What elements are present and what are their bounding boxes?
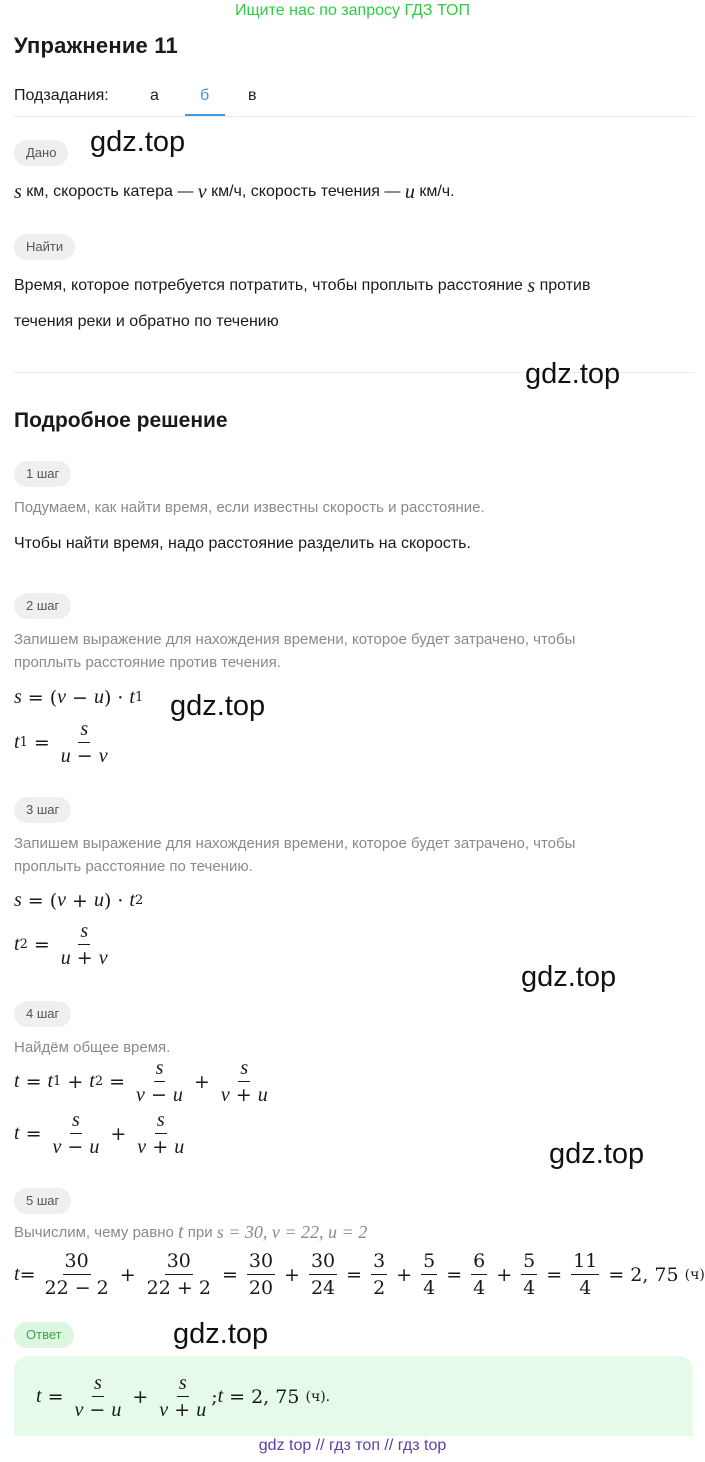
- answer-unit: (ч).: [305, 1388, 331, 1405]
- frac-3-den: 24: [310, 1277, 336, 1299]
- step-4-hint: Найдём общее время.: [14, 1039, 171, 1056]
- watermark-5: gdz.top: [549, 1138, 645, 1170]
- frac-4-den: 2: [373, 1277, 386, 1299]
- frac-7-den: 4: [523, 1277, 536, 1299]
- footer-links[interactable]: gdz top // гдз топ // гдз top: [258, 1437, 447, 1454]
- find-line-1: [14, 268, 590, 304]
- tab-b[interactable]: б: [200, 87, 210, 104]
- watermark-1: gdz.top: [90, 126, 186, 158]
- given-text-part-3: км/ч.: [419, 183, 455, 200]
- frac-1-num: 30: [165, 1250, 193, 1275]
- step-3-formula-2: t 2 = $\frac{s}{u + v}$: [14, 920, 108, 969]
- frac-5-den: 4: [423, 1277, 436, 1299]
- frac-1-den: 22 + 2: [146, 1277, 211, 1299]
- step-2-formula-1: s = ( v − u ) · t 1: [14, 686, 144, 709]
- step-3-formula-1: s = ( v + u ) · t 2: [14, 889, 144, 912]
- var-v: v: [197, 181, 207, 203]
- step-2-formula-2: t 1 = $\frac{s}{u - v}$: [14, 718, 108, 767]
- page-title: Упражнение 11: [14, 33, 178, 58]
- tabs-divider: [14, 116, 694, 117]
- var-u: u: [404, 181, 415, 203]
- watermark-2: gdz.top: [525, 358, 621, 390]
- frac-4-num: 3: [371, 1250, 387, 1275]
- find-pill: Найти: [14, 234, 75, 260]
- step-5-hint-values: s = 30, v = 22, u = 2: [216, 1222, 368, 1242]
- step-4-formula-2: t = $\frac{s}{v - u}$ + $\frac{s}{v + u}$: [14, 1109, 185, 1158]
- answer-formula: t = $\frac{s}{v - u}$ + $\frac{s}{v + u}$ ; t = 2, 75 (ч).: [36, 1372, 331, 1421]
- var-t: t: [178, 1221, 184, 1243]
- subtasks-label: Подзадания:: [14, 87, 109, 104]
- step-5-hint-mid: при: [187, 1224, 213, 1241]
- frac-6-num: 6: [471, 1250, 487, 1275]
- find-line-1-end: против: [539, 277, 591, 294]
- watermark-6: gdz.top: [173, 1318, 269, 1350]
- step-1-text: Чтобы найти время, надо расстояние разделить на скорость.: [14, 535, 471, 552]
- given-text-part-1: км, скорость катера —: [26, 183, 194, 200]
- step-5-result: 2, 75: [630, 1263, 679, 1286]
- given-text: [14, 174, 455, 210]
- frac-5-num: 5: [421, 1250, 437, 1275]
- frac-3-num: 30: [309, 1250, 337, 1275]
- step-5-hint-start: Вычислим, чему равно: [14, 1224, 174, 1241]
- step-5-pill: 5 шаг: [14, 1188, 71, 1214]
- given-pill: Дано: [14, 140, 68, 166]
- step-2-hint-2: проплыть расстояние против течения.: [14, 654, 281, 671]
- step-2-hint-1: Запишем выражение для нахождения времени, которое будет затрачено, чтобы: [14, 631, 576, 648]
- given-text-part-2: км/ч, скорость течения —: [211, 183, 401, 200]
- step-1-pill: 1 шаг: [14, 461, 71, 487]
- step-3-hint-2: проплыть расстояние по течению.: [14, 858, 253, 875]
- tab-v[interactable]: в: [248, 87, 257, 104]
- watermark-4: gdz.top: [521, 961, 617, 993]
- step-4-pill: 4 шаг: [14, 1001, 71, 1027]
- step-5-unit: (ч): [684, 1266, 705, 1283]
- tab-a[interactable]: а: [150, 87, 159, 104]
- var-s: s: [14, 181, 22, 203]
- step-5-hint: [14, 1221, 367, 1244]
- find-line-1-start: Время, которое потребуется потратить, чтобы проплыть расстояние: [14, 277, 523, 294]
- frac-2-den: 20: [248, 1277, 274, 1299]
- frac-0-num: 30: [63, 1250, 91, 1275]
- step-2-pill: 2 шаг: [14, 593, 71, 619]
- answer-pill: Ответ: [14, 1322, 74, 1348]
- answer-value: 2, 75: [251, 1385, 300, 1408]
- solution-title: Подробное решение: [14, 409, 228, 432]
- frac-2-num: 30: [247, 1250, 275, 1275]
- step-5-calculation: t = $\frac{30}{22 - 2}$ + $\frac{30}{22 + 2}$ = $\frac{30}{20}$ + $\frac{30}{24}$ = $\frac{3}{2}$ + $\frac{5}{4}$ = $\frac{6}{4}$ + $\frac{5}{4}$ = $\frac{11}{4}$ = 2, 75 (ч): [14, 1250, 705, 1299]
- frac-0-den: 22 − 2: [44, 1277, 109, 1299]
- frac-8-num: 11: [571, 1250, 599, 1275]
- watermark-3: gdz.top: [170, 690, 266, 722]
- frac-8-den: 4: [579, 1277, 592, 1299]
- frac-7-num: 5: [521, 1250, 537, 1275]
- var-s: s: [527, 275, 536, 297]
- step-3-pill: 3 шаг: [14, 797, 71, 823]
- step-1-hint: Подумаем, как найти время, если известны скорость и расстояние.: [14, 499, 485, 516]
- frac-6-den: 4: [473, 1277, 486, 1299]
- search-banner[interactable]: Ищите нас по запросу ГДЗ ТОП: [235, 2, 470, 19]
- find-line-2: течения реки и обратно по течению: [14, 313, 279, 330]
- step-4-formula-1: t = t 1 + t 2 = $\frac{s}{v - u}$ + $\frac{s}{v + u}$: [14, 1057, 268, 1106]
- step-3-hint-1: Запишем выражение для нахождения времени, которое будет затрачено, чтобы: [14, 835, 576, 852]
